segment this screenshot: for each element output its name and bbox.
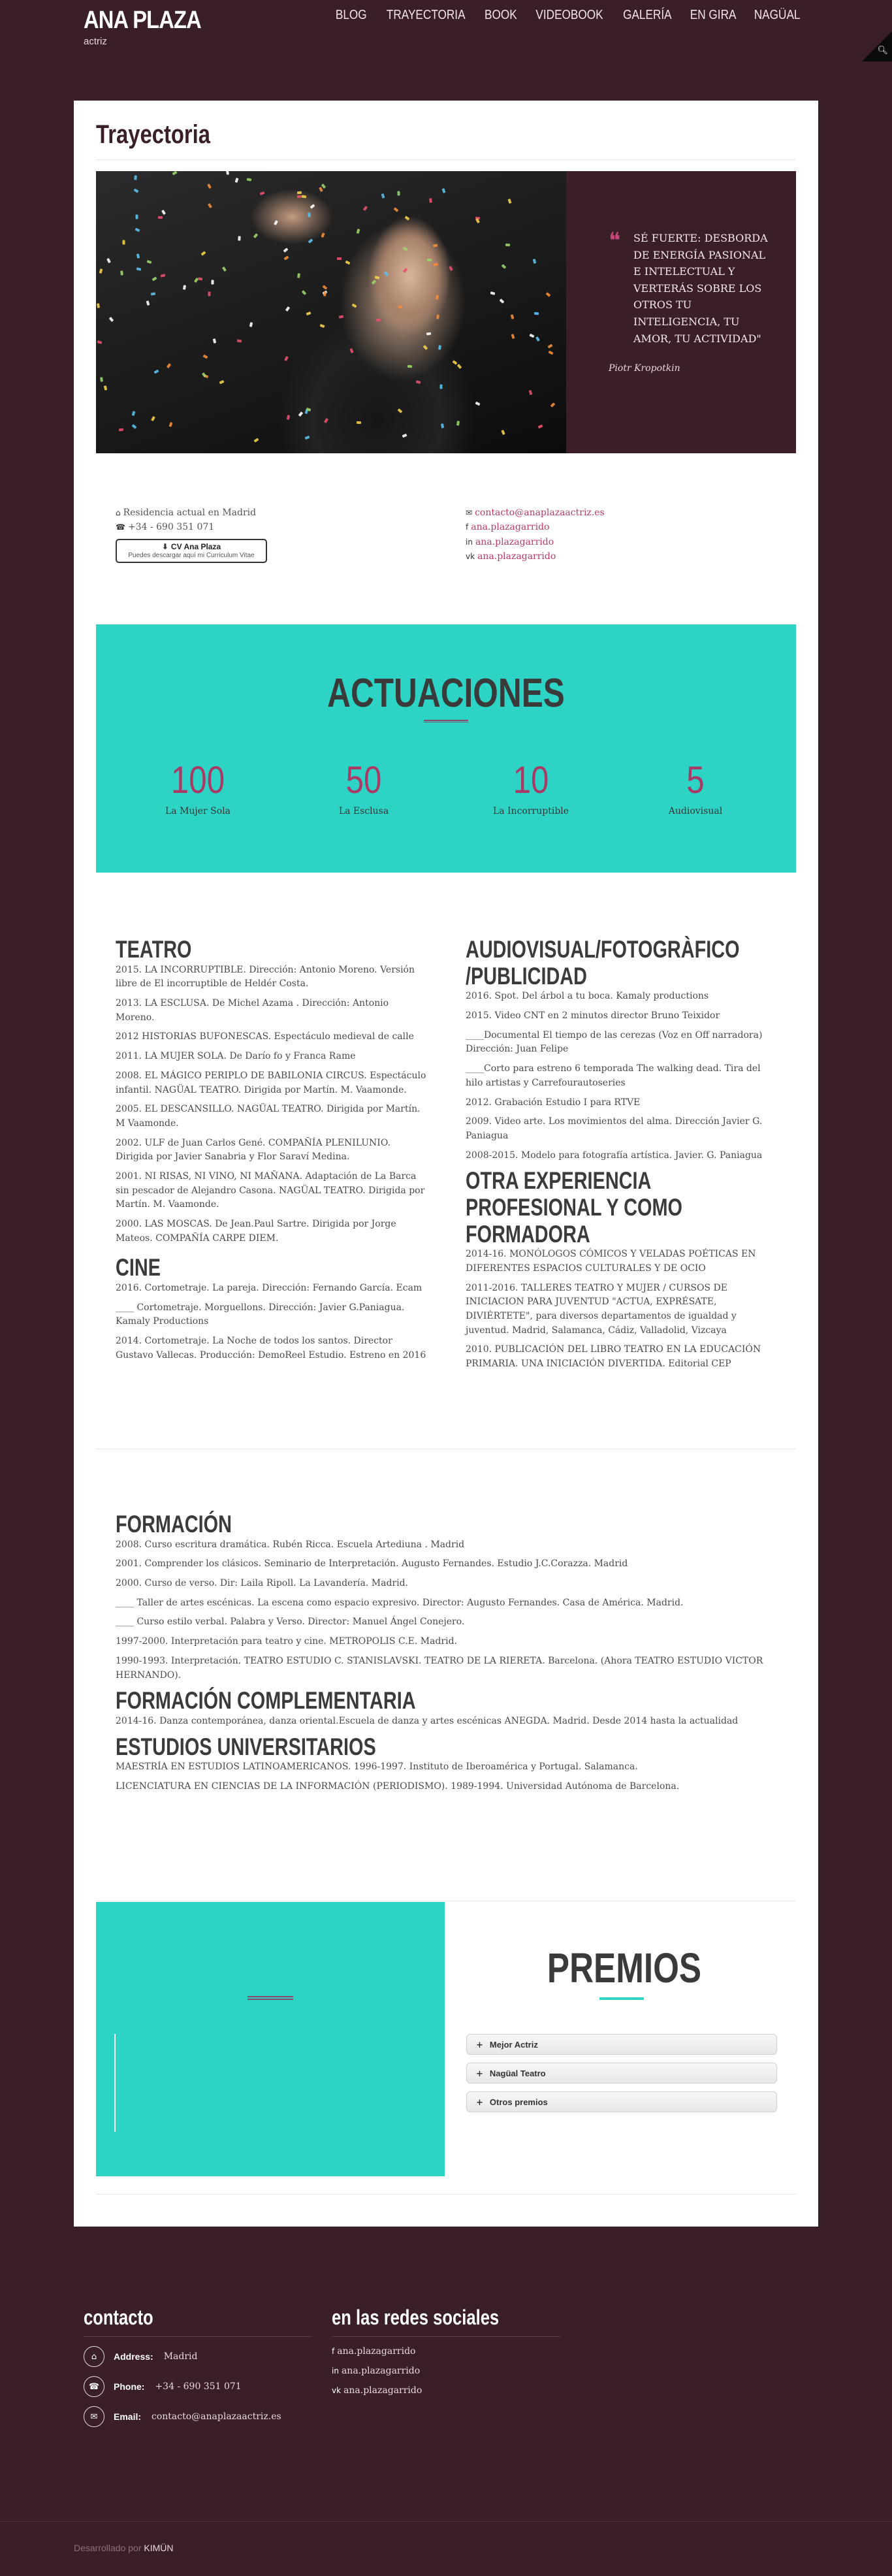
confetti-piece	[109, 317, 114, 322]
confetti-piece	[436, 295, 439, 300]
cine-item: 2014. Cortometraje. La Noche de todos los santos. Director Gustavo Vallecas. Producción: DemoReel Estudio. Estreno en 2016	[116, 1336, 426, 1360]
confetti-piece	[284, 356, 289, 361]
nav-item-trayectoria[interactable]: TRAYECTORIA	[386, 8, 466, 22]
confetti-piece	[403, 268, 408, 273]
footer-social-title: en las redes sociales	[332, 2306, 500, 2329]
audiovisual-item: 2009. Video arte. Los movimientos del alma. Dirección Javier G. Paniagua	[466, 1116, 763, 1141]
confetti-piece	[208, 203, 212, 208]
otra-item: 2010. PUBLICACIÓN DEL LIBRO TEATRO EN LA EDUCACIÓN PRIMARIA. UNA INICIACIÓN DIVERTIDA. Editorial CEP	[466, 1344, 761, 1370]
confetti-piece	[146, 300, 150, 306]
contact-info-left	[116, 506, 267, 563]
confetti-piece	[376, 318, 381, 321]
site-header	[0, 0, 892, 72]
confetti-piece	[306, 312, 311, 315]
cine-title: CINE	[116, 1254, 161, 1281]
confetti-piece	[529, 334, 534, 338]
phone-icon: ☎	[84, 2376, 104, 2397]
counter-label: La Mujer Sola	[165, 806, 231, 816]
facebook-icon: f	[466, 523, 469, 532]
counter-mujer-sola	[126, 759, 270, 816]
confetti-piece	[201, 251, 206, 255]
search-icon: 🔍︎	[877, 46, 888, 56]
otra-item: 2014-16. MONÓLOGOS CÓMICOS Y VELADAS POÉTICAS EN DIFERENTES ESPACIOS CULTURALES Y DE OCIO	[466, 1249, 756, 1274]
confetti-piece	[298, 411, 304, 417]
phone-label: Phone:	[114, 2381, 145, 2392]
confetti-piece	[297, 273, 300, 278]
quote-author: Piotr Kropotkin	[609, 363, 680, 374]
confetti-piece	[434, 263, 439, 266]
confetti-piece	[436, 314, 439, 319]
confetti-piece	[283, 248, 289, 253]
counter-value: 50	[345, 759, 382, 801]
confetti-piece	[308, 212, 310, 217]
teatro-title: TEATRO	[116, 936, 192, 963]
footer-vk[interactable]	[332, 2385, 560, 2396]
premios-panel-bar	[247, 1996, 293, 2000]
linkedin-icon: in	[466, 537, 473, 547]
counter-label: La Esclusa	[338, 806, 389, 816]
vk-icon: vk	[332, 2386, 342, 2395]
search-toggle[interactable]	[862, 31, 892, 61]
teatro-item: 2005. EL DESCANSILLO. NAGÜAL TEATRO. Dirigida por Martín. M Vaamonde.	[116, 1104, 421, 1129]
confetti-piece	[132, 424, 137, 429]
confetti-piece	[398, 305, 403, 309]
confetti-piece	[533, 259, 536, 264]
confetti-piece	[302, 195, 306, 199]
footer-divider	[332, 2336, 560, 2337]
credit-prefix: Desarrollado por	[74, 2543, 142, 2553]
vk-icon: vk	[466, 552, 475, 562]
confetti-piece	[441, 188, 445, 193]
teatro-item: 2001. NI RISAS, NI VINO, NI MAÑANA. Adaptación de La Barca sin pescador de Alejandro Casona. NAGÜAL TEATRO. Dirigida por Martín. M. Vaamonde.	[116, 1170, 425, 1210]
footer-credit	[74, 2543, 174, 2553]
accordion-nagual-teatro[interactable]	[466, 2063, 777, 2084]
footer-address	[84, 2346, 312, 2367]
confetti-piece	[237, 339, 242, 342]
confetti-piece	[457, 364, 462, 369]
premios-underline	[599, 1997, 644, 2000]
confetti-piece	[394, 207, 399, 212]
contact-info-right	[466, 506, 605, 564]
confetti-piece	[438, 345, 441, 350]
confetti-piece	[529, 390, 533, 395]
confetti-piece	[339, 315, 344, 318]
title-divider	[96, 159, 796, 160]
confetti-piece	[285, 306, 290, 312]
vk-handle[interactable]: ana.plazagarrido	[343, 2385, 422, 2396]
otra-item: 2011-2016. TALLERES TEATRO Y MUJER / CURSOS DE INICIACION PARA JUVENTUD "ACTUA, EXPRÉSATE, DIVIÉRTETE", para diversos departamentos de igualdad y juventud. Madrid, Salamanca, Cádiz, Valladolid, Vizcaya	[466, 1282, 737, 1336]
confetti-piece	[310, 204, 315, 208]
teatro-item: 2015. LA INCORRUPTIBLE. Dirección: Antonio Moreno. Versión libre de El incorruptible de Heldér Costa.	[116, 964, 415, 990]
confetti-piece	[219, 380, 224, 385]
confetti-piece	[511, 334, 515, 339]
confetti-piece	[207, 184, 212, 189]
actuaciones-band	[96, 624, 796, 873]
footer-linkedin[interactable]	[332, 2366, 560, 2376]
confetti-piece	[324, 418, 328, 423]
confetti-piece	[213, 338, 216, 344]
nav-item-blog[interactable]: BLOG	[335, 8, 367, 22]
confetti-piece	[321, 233, 325, 238]
confetti-piece	[375, 276, 380, 280]
confetti-piece	[508, 199, 512, 204]
confetti-piece	[550, 402, 556, 408]
confetti-piece	[429, 198, 432, 203]
confetti-piece	[308, 238, 313, 244]
formacion-item: 2000. Curso de verso. Dir: Laila Ripoll. La Lavandería. Madrid.	[116, 1578, 408, 1589]
teatro-item: 2012 HISTORIAS BUFONESCAS. Espectáculo medieval de calle	[116, 1031, 414, 1042]
confetti-piece	[548, 351, 553, 355]
facebook-icon: f	[332, 2347, 335, 2356]
nav-item-nagual[interactable]: NAGÜAL	[754, 8, 801, 22]
confetti-piece	[100, 377, 103, 382]
confetti-piece	[238, 236, 240, 240]
confetti-piece	[122, 240, 125, 244]
confetti-piece	[235, 178, 239, 183]
address-label: Address:	[114, 2351, 153, 2362]
confetti-piece	[136, 267, 142, 271]
nav-item-videobook[interactable]: VIDEOBOOK	[535, 8, 603, 22]
complementaria-title: FORMACIÓN COMPLEMENTARIA	[116, 1687, 416, 1715]
confetti-piece	[297, 191, 302, 195]
formacion-item: 1990-1993. Interpretación. TEATRO ESTUDIO C. STANISLAVSKI. TEATRO DE LA RIERETA. Barcelona. (Ahora TEATRO ESTUDIO VICTOR HERNANDO).	[116, 1655, 763, 1681]
footer-divider	[84, 2336, 312, 2337]
confetti-piece	[147, 260, 152, 264]
linkedin-line	[466, 535, 605, 549]
phone-value: +34 - 690 351 071	[155, 2381, 242, 2392]
counter-value: 5	[686, 759, 705, 801]
footer-bottom-divider	[0, 2521, 892, 2522]
main-nav	[333, 8, 804, 23]
complementaria-item: 2014-16. Danza contemporánea, danza oriental.Escuela de danza y artes escénicas ANEGDA. Madrid. Desde 2014 hasta la actualidad	[116, 1715, 739, 1726]
teatro-cine-column	[116, 937, 429, 1368]
footer-facebook[interactable]	[332, 2346, 560, 2357]
linkedin-link[interactable]: ana.plazagarrido	[475, 536, 554, 547]
email-line	[466, 506, 605, 520]
audiovisual-item: ____Documental El tiempo de las cerezas (Voz en Off narradora) Dirección: Juan Felipe	[466, 1029, 763, 1055]
confetti-piece	[253, 438, 259, 442]
cv-title: CV Ana Plaza	[170, 541, 221, 551]
brand-name[interactable]: ANA PLAZA	[84, 7, 201, 34]
confetti-piece	[136, 253, 140, 259]
confetti-piece	[274, 220, 278, 225]
confetti-piece	[537, 425, 543, 429]
home-icon: ⌂	[84, 2346, 104, 2367]
confetti-piece	[119, 428, 123, 432]
counter-value: 10	[513, 759, 549, 801]
section-divider	[96, 2194, 796, 2195]
linkedin-icon: in	[332, 2366, 339, 2375]
confetti-piece	[427, 259, 432, 262]
confetti-piece	[426, 332, 431, 336]
confetti-piece	[475, 402, 480, 406]
accordion-mejor-actriz[interactable]	[466, 2034, 777, 2055]
plus-icon: +	[476, 2069, 483, 2079]
counter-esclusa	[292, 759, 436, 816]
formacion-item: 2001. Comprender los clásicos. Seminario de Interpretación. Augusto Fernandes. Estudio J.C.Corazza. Madrid	[116, 1558, 628, 1570]
teatro-item: 2013. LA ESCLUSA. De Michel Azama . Dirección: Antonio Moreno.	[116, 998, 389, 1023]
envelope-icon: ✉	[466, 508, 473, 517]
confetti-piece	[363, 206, 368, 211]
address-value: Madrid	[163, 2351, 198, 2362]
confetti-piece	[384, 271, 389, 276]
audiovisual-item: ____Corto para estreno 6 temporada The walking dead. Tira del hilo artistas y Carrefourautoseries	[466, 1063, 761, 1088]
cine-item: 2016. Cortometraje. La pareja. Dirección: Fernando García. Ecam	[116, 1283, 422, 1294]
premios-image-panel	[96, 1902, 445, 2176]
confetti-piece	[283, 255, 289, 260]
email-link[interactable]: contacto@anaplazaactriz.es	[475, 507, 605, 518]
confetti-piece	[452, 360, 457, 364]
audiovisual-item: 2015. Video CNT en 2 minutos director Bruno Teixidor	[466, 1010, 720, 1022]
confetti-piece	[135, 214, 138, 219]
confetti-piece	[456, 421, 460, 425]
confetti-piece	[320, 324, 325, 328]
footer-contact	[84, 2306, 312, 2427]
audiovisual-item: 2008-2015. Modelo para fotografía artística. Javier. G. Paniagua	[466, 1150, 763, 1161]
confetti-piece	[416, 380, 421, 384]
confetti-piece	[357, 421, 361, 424]
confetti-piece	[402, 247, 407, 251]
audiovisual-title: AUDIOVISUAL/FOTOGRÀFICO /PUBLICIDAD	[466, 936, 740, 990]
confetti-piece	[423, 345, 428, 350]
plus-icon: +	[476, 2040, 483, 2050]
footer-email	[84, 2406, 312, 2427]
confetti-piece	[505, 244, 510, 246]
confetti-piece	[183, 285, 186, 290]
accordion-label: Nagüal Teatro	[489, 2069, 546, 2078]
email-link[interactable]: contacto@anaplazaactriz.es	[151, 2411, 281, 2422]
confetti-piece	[535, 336, 540, 342]
confetti-piece	[172, 171, 177, 175]
facebook-link[interactable]: ana.plazagarrido	[471, 522, 550, 533]
confetti-piece	[158, 216, 163, 219]
confetti-piece	[104, 385, 107, 391]
vk-link[interactable]: ana.plazagarrido	[477, 551, 556, 562]
counter-label: Audiovisual	[668, 806, 723, 816]
confetti-piece	[153, 370, 159, 374]
nav-item-en-gira[interactable]: EN GIRA	[690, 8, 736, 22]
footer-social	[332, 2306, 560, 2396]
confetti-piece	[402, 434, 407, 438]
confetti-piece	[433, 244, 438, 248]
confetti-piece	[546, 292, 551, 297]
confetti-piece	[547, 344, 552, 348]
confetti-piece	[253, 233, 259, 238]
confetti-piece	[161, 274, 166, 278]
formacion-item: 1997-2000. Interpretación para teatro y cine. METROPOLIS C.E. Madrid.	[116, 1636, 457, 1647]
formacion-item: 2008. Curso escritura dramática. Rubén Ricca. Escuela Artediuna . Madrid	[116, 1539, 465, 1550]
counter-audiovisual	[624, 759, 767, 816]
otra-title: OTRA EXPERIENCIA PROFESIONAL Y COMO FORMADORA	[466, 1167, 682, 1248]
accordion-label: Mejor Actriz	[489, 2040, 538, 2050]
confetti-piece	[168, 422, 172, 427]
confetti-piece	[398, 408, 403, 413]
premios-title: PREMIOS	[547, 1944, 702, 1991]
confetti-piece	[133, 188, 138, 193]
residence-text: Residencia actual en Madrid	[123, 507, 257, 518]
confetti-piece	[120, 270, 123, 275]
cv-download-button[interactable]	[116, 539, 267, 564]
universitarios-item: LICENCIATURA EN CIENCIAS DE LA INFORMACIÓN (PERIODISMO). 1989-1994. Universidad Autónoma de Barcelona.	[116, 1780, 680, 1792]
hero-photo	[96, 171, 566, 453]
confetti-piece	[337, 257, 342, 260]
confetti-piece	[135, 228, 140, 233]
confetti-piece	[501, 430, 505, 435]
formacion-section	[116, 1511, 775, 1799]
counter-label: La Incorruptible	[492, 806, 569, 816]
confetti-piece	[441, 423, 444, 428]
confetti-piece	[106, 258, 111, 263]
audiovisual-item: 2012. Grabación Estudio I para RTVE	[466, 1097, 641, 1108]
confetti-piece	[97, 303, 100, 308]
confetti-piece	[198, 278, 202, 281]
page-title: Trayectoria	[96, 120, 211, 149]
teatro-item: 2011. LA MUJER SOLA. De Darío fo y Franca Rame	[116, 1051, 356, 1062]
confetti-piece	[297, 195, 302, 198]
nav-item-book[interactable]: BOOK	[485, 8, 517, 22]
confetti-piece	[305, 436, 310, 440]
confetti-piece	[260, 191, 265, 195]
confetti-piece	[404, 216, 409, 220]
download-icon: ⬇	[161, 541, 168, 551]
universitarios-title: ESTUDIOS UNIVERSITARIOS	[116, 1733, 376, 1760]
confetti-piece	[151, 276, 157, 281]
phone-line	[116, 520, 267, 534]
confetti-piece	[151, 416, 155, 421]
phone-text: +34 - 690 351 071	[127, 522, 215, 533]
linkedin-handle[interactable]: ana.plazagarrido	[341, 2366, 421, 2376]
confetti-piece	[151, 293, 155, 296]
phone-icon: ☎	[116, 523, 125, 532]
footer-contact-title: contacto	[84, 2306, 153, 2329]
brand-subtitle: actriz	[84, 36, 107, 47]
confetti-piece	[349, 348, 353, 353]
credit-brand-link[interactable]: KIMÜN	[144, 2543, 174, 2553]
confetti-piece	[323, 291, 327, 296]
confetti-piece	[381, 193, 385, 199]
confetti-piece	[132, 411, 136, 416]
envelope-icon: ✉	[84, 2406, 104, 2427]
confetti-piece	[372, 280, 377, 285]
confetti-piece	[490, 291, 496, 295]
confetti-piece	[440, 385, 443, 389]
formacion-item: ____ Taller de artes escénicas. La escena como espacio expresivo. Director: Augusto Fernandes. Casa de América. Madrid.	[116, 1597, 684, 1608]
confetti-piece	[249, 322, 253, 327]
teatro-item: 2008. EL MÁGICO PERIPLO DE BABILONIA CIRCUS. Espectáculo infantil. NAGÜAL TEATRO. Dirigida por Martín. M. Vaamonde.	[116, 1070, 426, 1095]
accordion-label: Otros premios	[489, 2097, 548, 2107]
teatro-item: 2002. ULF de Juan Carlos Gené. COMPAÑÍA PLENILUNIO. Dirigida por Javier Sanabria y Flor Saraví Medina.	[116, 1137, 390, 1163]
confetti-piece	[161, 210, 166, 215]
confetti-piece	[397, 191, 400, 195]
confetti-piece	[511, 314, 515, 319]
confetti-piece	[97, 340, 103, 344]
cine-item: ____ Cortometraje. Morguellons. Dirección: Javier G.Paniagua. Kamaly Productions	[116, 1302, 405, 1327]
confetti-piece	[302, 290, 307, 295]
confetti-piece	[449, 266, 453, 271]
actuaciones-title: ACTUACIONES	[327, 671, 565, 716]
formacion-item: ____ Curso estilo verbal. Palabra y Verso. Director: Manuel Ángel Conejero.	[116, 1617, 465, 1628]
confetti-piece	[226, 171, 229, 175]
vk-line	[466, 549, 605, 564]
universitarios-item: MAESTRÍA EN ESTUDIOS LATINOAMERICANOS. 1996-1997. Instituto de Iberoamérica y Portugal. Salamanca.	[116, 1762, 638, 1773]
email-label: Email:	[114, 2411, 142, 2422]
confetti-piece	[407, 365, 412, 368]
confetti-piece	[208, 291, 210, 296]
confetti-piece	[167, 363, 171, 368]
brand[interactable]	[84, 7, 220, 47]
teatro-item: 2000. LAS MOSCAS. De Jean.Paul Sartre. Dirigida por Jorge Mateos. COMPAÑÍA CARPE DIEM.	[116, 1219, 396, 1244]
counter-incorruptible	[459, 759, 603, 816]
confetti-piece	[99, 268, 103, 274]
nav-item-galeria[interactable]: GALERÍA	[622, 8, 672, 22]
confetti-piece	[345, 261, 350, 265]
confetti-piece	[351, 303, 357, 308]
hero-banner	[96, 171, 796, 453]
quote-icon: ❝	[609, 228, 621, 254]
accordion-otros-premios[interactable]	[466, 2091, 777, 2112]
confetti-piece	[202, 355, 208, 359]
confetti-piece	[211, 280, 214, 284]
residence-line	[116, 506, 267, 520]
facebook-handle[interactable]: ana.plazagarrido	[337, 2346, 416, 2357]
counter-value: 100	[170, 759, 225, 801]
confetti-piece	[500, 298, 505, 304]
cv-subtitle: Puedes descargar aquí mi Curriculum Vitae	[128, 551, 255, 559]
confetti-piece	[502, 264, 507, 269]
confetti-piece	[222, 266, 227, 272]
confetti-piece	[134, 175, 137, 180]
audiovisual-column	[466, 937, 766, 1377]
confetti-piece	[287, 415, 290, 420]
actuaciones-underline	[424, 720, 468, 722]
confetti-piece	[247, 178, 252, 181]
home-icon: ⌂	[116, 508, 121, 517]
confetti-piece	[357, 229, 360, 234]
confetti-piece	[534, 312, 539, 315]
plus-icon: +	[476, 2098, 483, 2108]
hero-quote	[609, 230, 772, 376]
formacion-title: FORMACIÓN	[116, 1511, 232, 1538]
premios-panel-line	[114, 2034, 116, 2132]
footer-phone	[84, 2376, 312, 2397]
quote-text: SÉ FUERTE: DESBORDA DE ENERGÍA PASIONAL E INTELECTUAL Y VERTERÁS SOBRE LOS OTROS TU INTELIGENCIA, TU AMOR, TU ACTIVIDAD"	[633, 232, 768, 345]
facebook-line	[466, 520, 605, 534]
audiovisual-item: 2016. Spot. Del árbol a tu boca. Kamaly productions	[466, 991, 709, 1002]
confetti-piece	[323, 285, 328, 290]
